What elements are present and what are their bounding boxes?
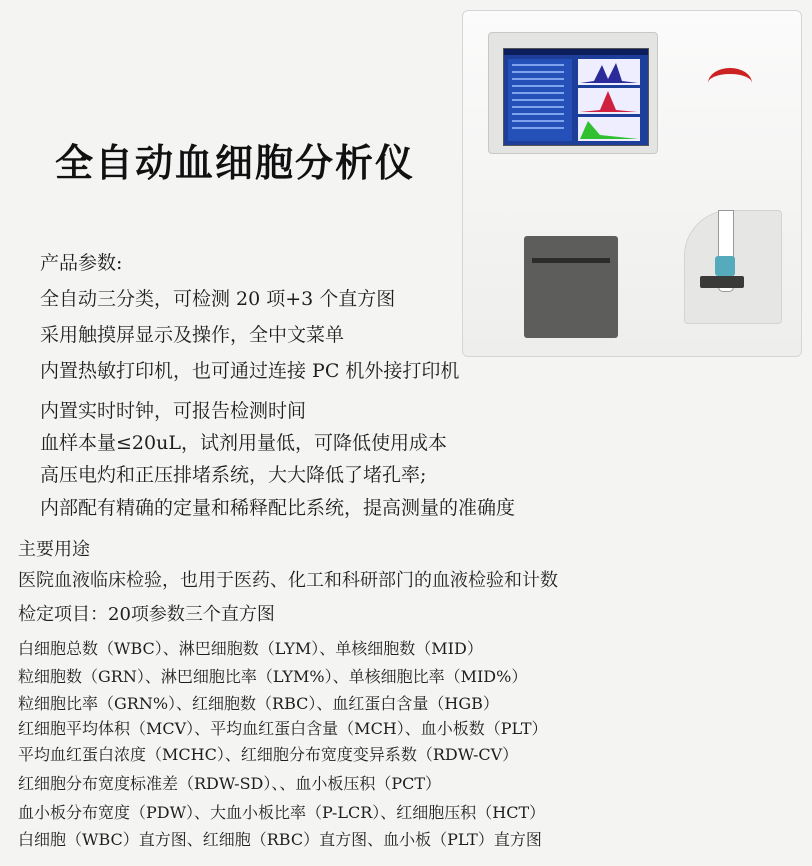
specs-heading: 产品参数: bbox=[40, 252, 123, 274]
test-line: 平均血红蛋白浓度（MCHC）、红细胞分布宽度变异系数（RDW-CV） bbox=[18, 745, 519, 764]
test-line: 白细胞（WBC）直方图、红细胞（RBC）直方图、血小板（PLT）直方图 bbox=[18, 830, 542, 849]
usage-text: 医院血液临床检验，也用于医药、化工和科研部门的血液检验和计数 bbox=[18, 570, 558, 591]
device-screen-frame bbox=[488, 32, 658, 154]
printer-panel bbox=[524, 236, 618, 338]
page-title: 全自动血细胞分析仪 bbox=[55, 141, 416, 185]
device-illustration bbox=[462, 10, 800, 355]
test-line: 粒细胞比率（GRN%）、红细胞数（RBC）、血红蛋白含量（HGB） bbox=[18, 694, 499, 713]
sample-liquid bbox=[715, 256, 735, 276]
spec-item: 全自动三分类，可检测 20 项+3 个直方图 bbox=[40, 288, 396, 310]
test-line: 粒细胞数（GRN）、淋巴细胞比率（LYM%）、单核细胞比率（MID%） bbox=[18, 667, 528, 686]
tests-heading: 检定项目：20项参数三个直方图 bbox=[18, 604, 275, 625]
test-line: 白细胞总数（WBC）、淋巴细胞数（LYM）、单核细胞数（MID） bbox=[18, 639, 483, 658]
spec-item: 高压电灼和正压排堵系统，大大降低了堵孔率; bbox=[40, 464, 427, 486]
printer-slot bbox=[532, 258, 610, 263]
spec-item: 血样本量≤20uL，试剂用量低，可降低使用成本 bbox=[40, 432, 447, 454]
spec-item: 采用触摸屏显示及操作，全中文菜单 bbox=[40, 324, 345, 346]
spec-item: 内置热敏打印机，也可通过连接 PC 机外接打印机 bbox=[40, 360, 460, 382]
test-line: 血小板分布宽度（PDW）、大血小板比率（P-LCR）、红细胞压积（HCT） bbox=[18, 803, 546, 822]
usage-heading: 主要用途 bbox=[18, 539, 90, 560]
sample-tray bbox=[700, 276, 744, 288]
spec-item: 内置实时时钟，可报告检测时间 bbox=[40, 400, 307, 422]
histogram-display bbox=[504, 55, 648, 145]
brand-logo bbox=[708, 68, 752, 98]
test-line: 红细胞分布宽度标准差（RDW-SD）、、血小板压积（PCT） bbox=[18, 774, 442, 793]
device-screen bbox=[503, 48, 649, 146]
test-line: 红细胞平均体积（MCV）、平均血红蛋白含量（MCH）、血小板数（PLT） bbox=[18, 719, 548, 738]
spec-item: 内部配有精确的定量和稀释配比系统，提高测量的准确度 bbox=[40, 497, 516, 519]
